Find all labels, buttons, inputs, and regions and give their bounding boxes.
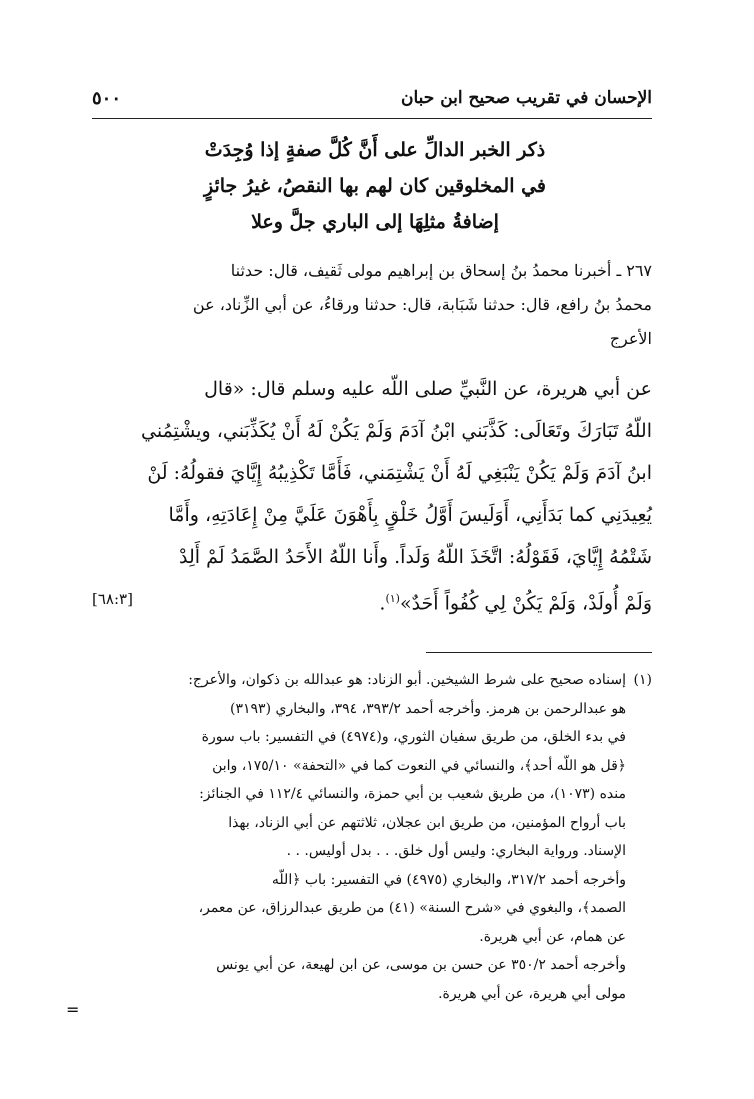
footnote-line: الإسناد. ورواية البخاري: وليس أول خلق. . . بدل أوليس. . . — [286, 843, 626, 859]
isnad-line: محمدُ بنُ رافع، قال: حدثنا شَبَابة، قال: حدثنا ورقاءُ، عن أبي الزِّناد، عن — [192, 295, 652, 314]
chapter-heading — [110, 132, 640, 240]
footnotes — [60, 666, 652, 1008]
footnote-first-line: إسناده صحيح على شرط الشيخين. أبو الزناد: هو عبدالله بن ذكوان، والأعرج: — [188, 672, 626, 688]
matn-line: شَتْمُهُ إِيَّايَ، فَقَوْلُهُ: اتَّخَذَ اللّهُ وَلَداً. وأَنا اللّهُ الأَحَدُ الصَّمَدُ لَمْ أَلِدْ — [179, 546, 652, 568]
footnote-line: ﴿قل هو اللّه أحد﴾، والنسائي في النعوت كما في «التحفة» ١٧٥/١٠، وابن — [212, 757, 626, 774]
running-title: الإحسان في تقريب صحيح ابن حبان — [401, 88, 652, 108]
matn-line: عن أبي هريرة، عن النَّبيِّ صلى اللّه عليه وسلم قال: «قال — [204, 378, 652, 400]
chapter-heading-line: ذكر الخبر الدالِّ على أَنَّ كُلَّ صفةٍ إذا وُجِدَتْ — [204, 139, 546, 161]
matn-line: اللّهُ تَبَارَكَ وتَعَالَى: كَذَّبَني ابْنُ آدَمَ وَلَمْ يَكُنْ لَهُ أَنْ يُكَذِّبَني، ويشْتِمُني — [141, 420, 652, 442]
footnote-line: في بدء الخلق، من طريق سفيان الثوري، و(٤٩٧٤) في التفسير: باب سورة — [201, 729, 626, 745]
footnote-line: الصمد﴾، والبغوي في «شرح السنة» (٤١) من طريق عبدالرزاق، عن معمر، — [198, 900, 626, 916]
footnote-line: وأخرجه أحمد ٣١٧/٢، والبخاري (٤٩٧٥) في التفسير: باب ﴿اللّه — [271, 871, 626, 888]
hadith-reference: [٦٨:٣] — [92, 590, 133, 608]
footnote-line: هو عبدالرحمن بن هرمز. وأخرجه أحمد ٣٩٣/٢، ٣٩٤، والبخاري (٣١٩٣) — [230, 700, 626, 717]
margin-mark: = — [66, 1000, 80, 1019]
isnad-line: الأعرج — [609, 329, 652, 348]
footnote-marker[interactable]: (١) — [385, 592, 400, 605]
chapter-heading-line: إضافةُ مثلِهَا إلى الباري جلَّ وعلا — [251, 211, 499, 233]
footnote-line: منده (١٠٧٣)، من طريق شعيب بن أبي حمزة، والنسائي ١١٢/٤ في الجنائز: — [199, 786, 626, 802]
footnote-line: مولى أبي هريرة، عن أبي هريرة. — [438, 985, 626, 1002]
chapter-heading-line: في المخلوقين كان لهم بها النقصُ، غيرُ جائزٍ — [203, 175, 547, 197]
footnote-number: (١) — [633, 672, 652, 688]
matn-last-line: وَلَمْ أُولَدْ، وَلَمْ يَكُنْ لِي كُفُواً أَحَدٌ»$^{(١)}$. [٦٨:٣] — [92, 578, 652, 624]
matn-line: ابنُ آدَمَ وَلَمْ يَكُنْ يَنْبَغِي لَهُ أَنْ يَشْتِمَني، فَأَمَّا تَكْذِيبُهُ إِيَّايَ فقولُهُ: لَنْ — [147, 462, 652, 484]
isnad-line: ٢٦٧ ـ أخبرنا محمدُ بنُ إسحاق بن إبراهيم مولى ثَقيف، قال: حدثنا — [230, 261, 652, 280]
matn-line: يُعِيدَنِي كما بَدَأَنِي، أَوَلَيسَ أَوَّلُ خَلْقٍ بِأَهْوَنَ عَلَيَّ مِنْ إِعَادَتِهِ، وأَمَّا — [168, 504, 652, 526]
footnote-line: باب أرواح المؤمنين، من طريق ابن عجلان، ثلاثتهم عن أبي الزناد، بهذا — [228, 814, 626, 831]
footnote-line — [60, 666, 652, 695]
matn-line: وَلَمْ أُولَدْ، وَلَمْ يَكُنْ لِي كُفُواً أَحَدٌ» — [399, 592, 652, 615]
page-number: ٥٠٠ — [92, 88, 122, 109]
hadith-text — [92, 368, 652, 624]
footnote-line: عن همام، عن أبي هريرة. — [479, 928, 626, 945]
footnote-line: وأخرجه أحمد ٣٥٠/٢ عن حسن بن موسى، عن ابن لهيعة، عن أبي يونس — [216, 957, 626, 973]
hadith-isnad — [92, 254, 652, 356]
running-header — [92, 86, 652, 116]
header-rule — [92, 118, 652, 119]
footnote-rule — [426, 652, 652, 653]
